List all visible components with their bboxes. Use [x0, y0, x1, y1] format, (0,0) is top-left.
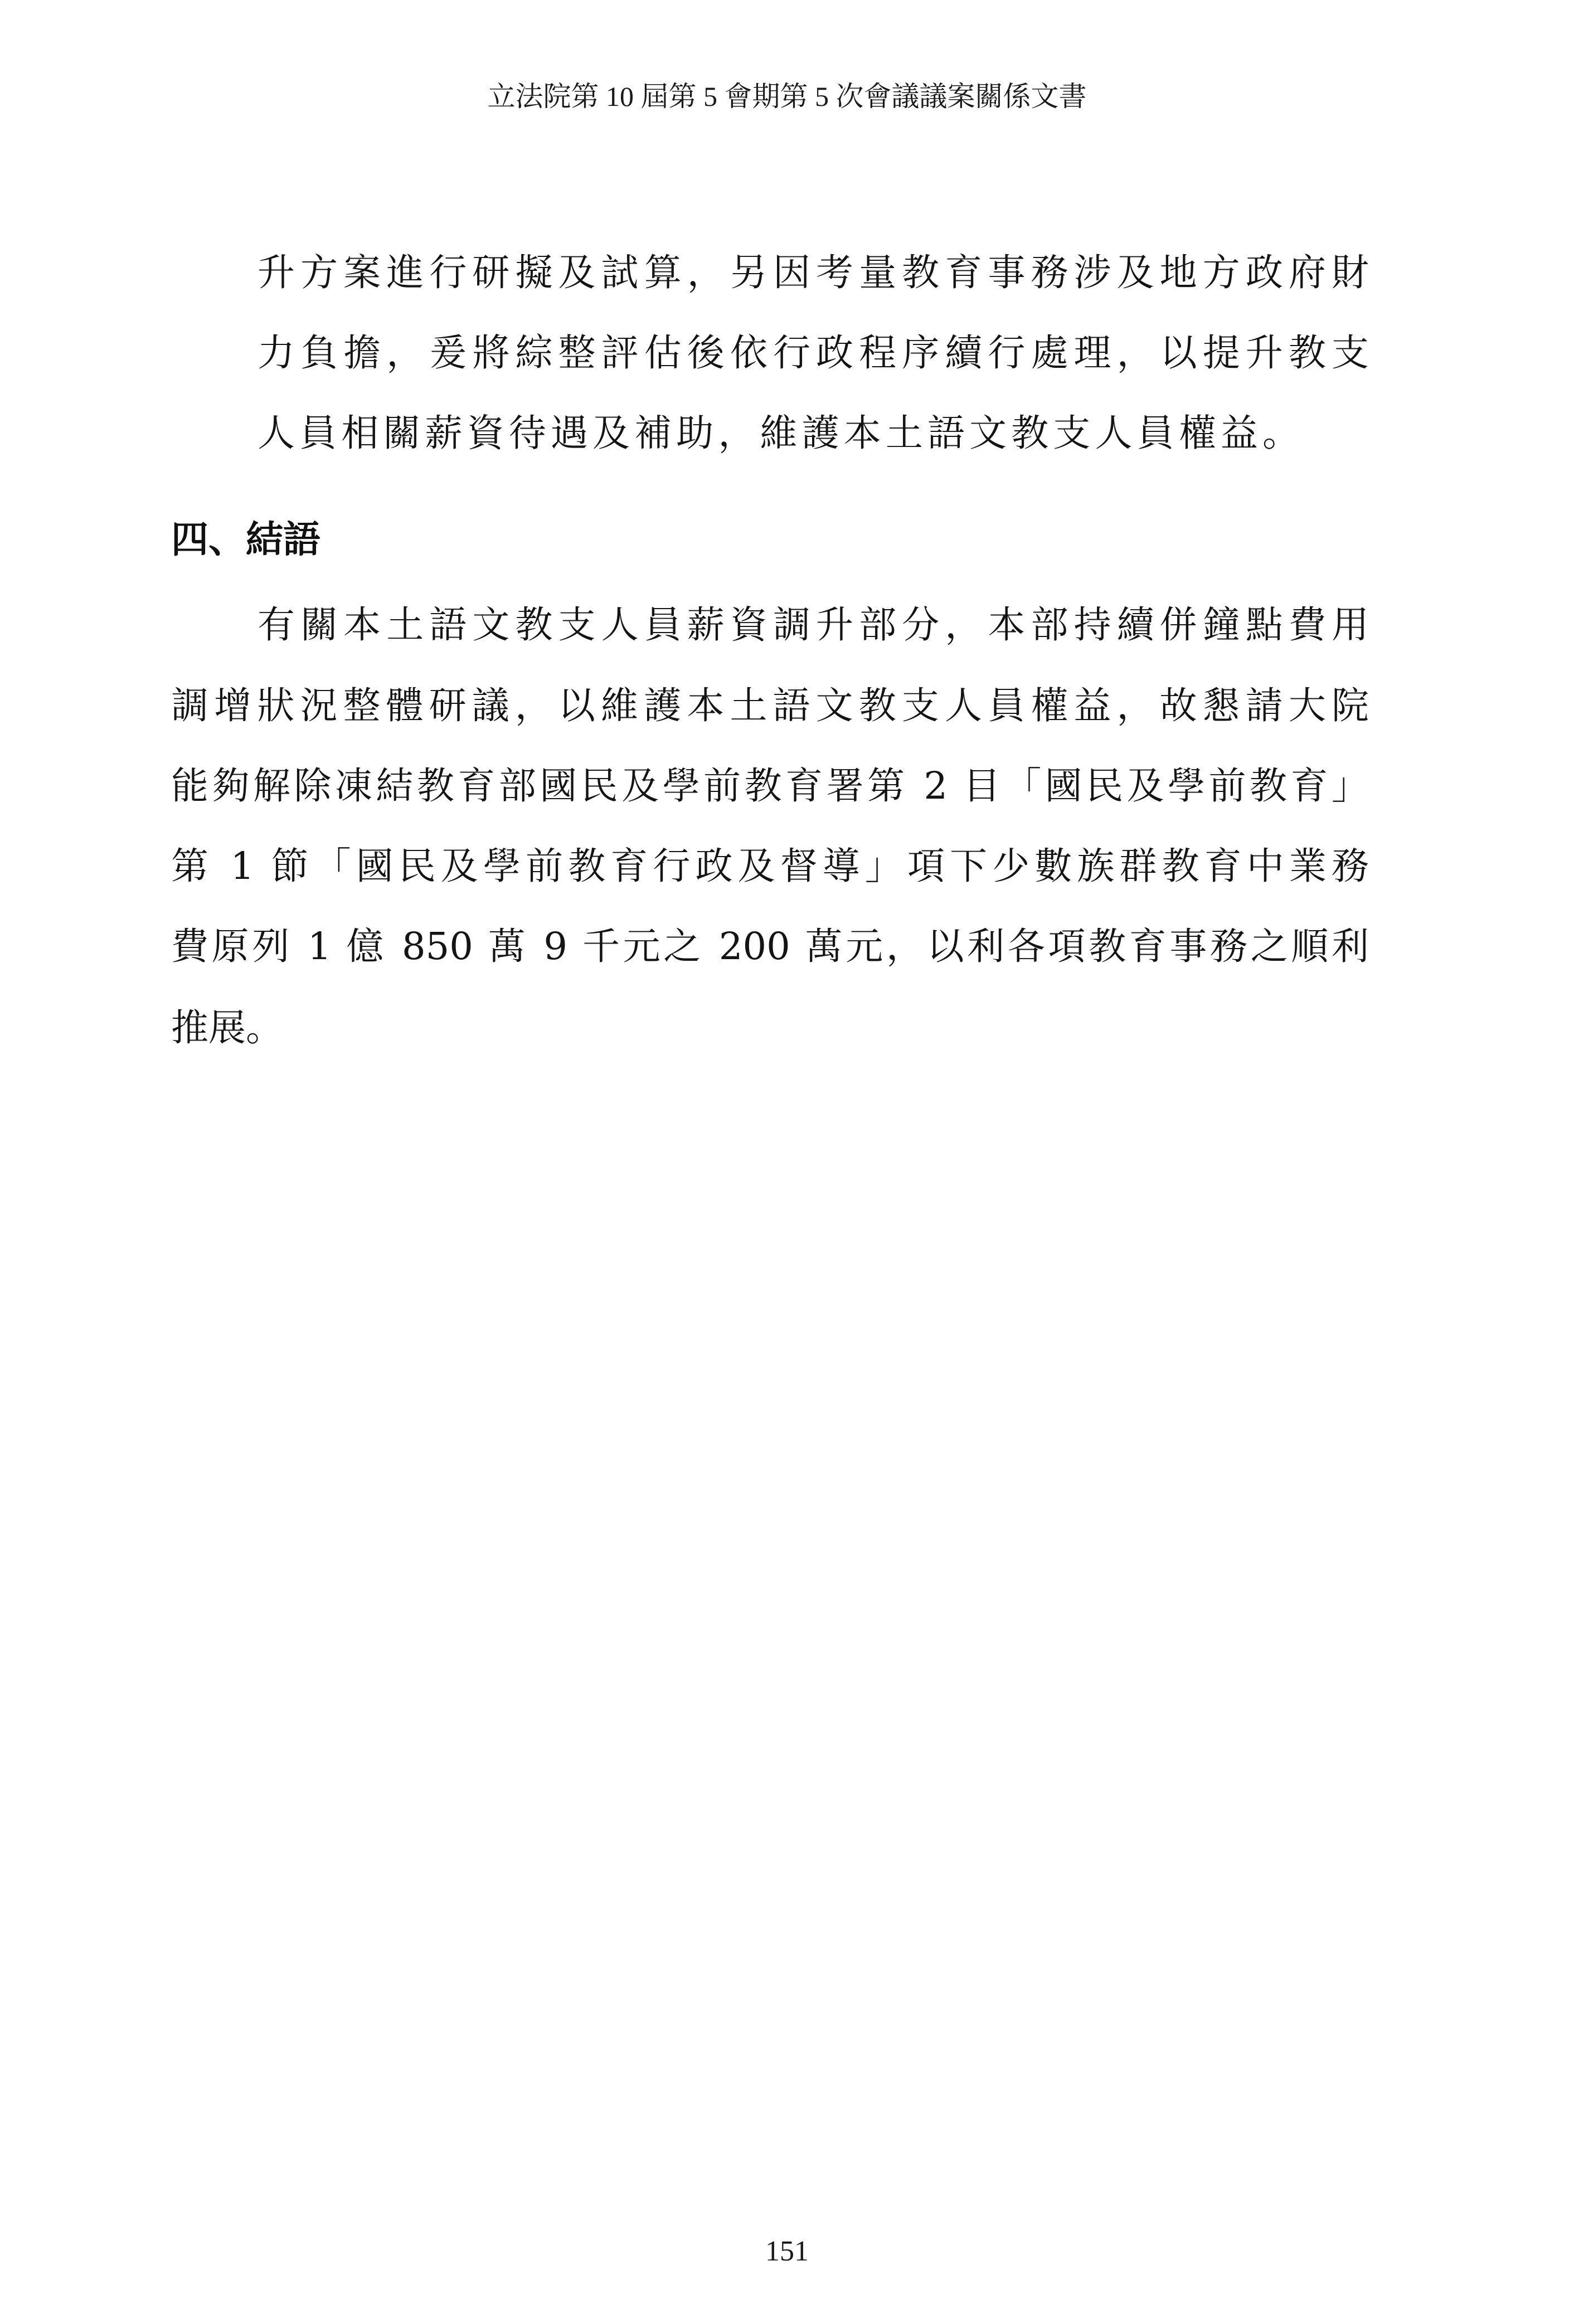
paragraph-line: 人員相關薪資待遇及補助，維護本土語文教支人員權益。 [258, 411, 1300, 455]
section-heading: 四、結語 [171, 517, 320, 561]
paragraph-line: 費原列 1 億 850 萬 9 千元之 200 萬元，以利各項教育事務之順利 [171, 925, 1369, 968]
paragraph-line: 升方案進行研擬及試算，另因考量教育事務涉及地方政府財 [258, 251, 1369, 294]
running-header: 立法院第 10 屆第 5 會期第 5 次會議議案關係文書 [487, 81, 1087, 112]
paragraph-line: 能夠解除凍結教育部國民及學前教育署第 2 目「國民及學前教育」 [171, 764, 1369, 808]
paragraph-line: 推展。 [171, 1006, 283, 1049]
paragraph-line: 有關本土語文教支人員薪資調升部分，本部持續併鐘點費用 [258, 603, 1369, 646]
paragraph-line: 第 1 節「國民及學前教育行政及督導」項下少數族群教育中業務 [171, 844, 1369, 888]
page-number: 151 [765, 2235, 809, 2267]
paragraph-line: 調增狀況整體研議，以維護本土語文教支人員權益，故懇請大院 [171, 684, 1369, 727]
paragraph-line: 力負擔，爰將綜整評估後依行政程序續行處理，以提升教支 [258, 331, 1369, 375]
